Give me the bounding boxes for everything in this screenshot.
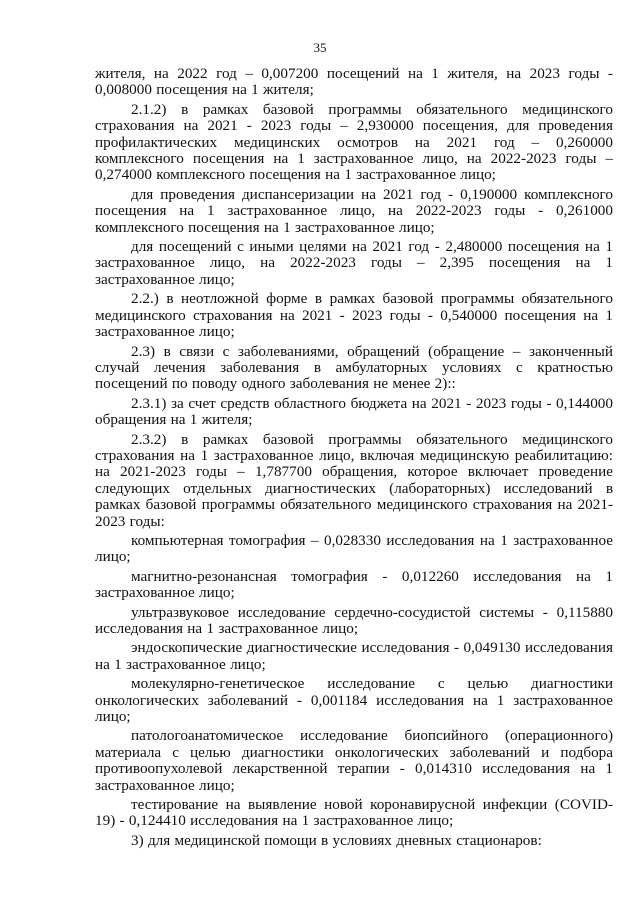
paragraph: патологоанатомическое исследование биопсийного (операционного) материала с целью диагностики онкологических заболеваний и подбора противоопухолевой лекарственной терапии - 0,014310 исследования на 1 застрахованное лицо; [95,727,613,794]
paragraph: 2.2.) в неотложной форме в рамках базовой программы обязательного медицинского страхования на 2021 - 2023 годы - 0,540000 посещения на 1 застрахованное лицо; [95,290,613,341]
paragraph: 3) для медицинской помощи в условиях дневных стационаров: [131,831,542,849]
paragraph: магнитно-резонансная томография - 0,012260 исследования на 1 застрахованное лицо; [95,567,613,602]
document-body [95,66,613,852]
paragraph: тестирование на выявление новой коронавирусной инфекции (COVID-19) - 0,124410 исследования на 1 застрахованное лицо; [95,796,613,830]
paragraph: 2.1.2) в рамках базовой программы обязательного медицинского страхования на 2021 - 2023 годы – 2,930000 посещения, для проведения профилактических медицинских осмотров на 2021 год – 0,260000 комплексного посещения на 1 застрахованное лицо, на 2022-2023 годы – 0,274000 комплексного посещения на 1 застрахованное лицо; [95,100,613,184]
page-number: 35 [313,40,327,55]
paragraph: компьютерная томография – 0,028330 исследования на 1 застрахованное лицо; [95,531,613,566]
paragraph: 2.3) в связи с заболеваниями, обращений (обращение – законченный случай лечения заболевания в амбулаторных условиях с кратностью посещений по поводу одного заболевания не менее 2):: [95,342,613,393]
paragraph: для посещений с иными целями на 2021 год - 2,480000 посещения на 1 застрахованное лицо, на 2022-2023 годы – 2,395 посещения на 1 застрахованное лицо; [95,238,613,288]
paragraph: жителя, на 2022 год – 0,007200 посещений на 1 жителя, на 2023 годы - 0,008000 посещения на 1 жителя; [95,65,613,99]
paragraph: 2.3.2) в рамках базовой программы обязательного медицинского страхования на 1 застрахованное лицо, включая медицинскую реабилитацию: на 2021-2023 годы – 1,787700 обращения, которое включает проведение следующих отдельных диагностических (лабораторных) исследований в рамках базовой программы обязательного медицинского страхования на 2021-2023 годы: [95,430,613,530]
paragraph: эндоскопические диагностические исследования - 0,049130 исследования на 1 застрахованное лицо; [95,639,613,673]
paragraph: молекулярно-генетическое исследование с целью диагностики онкологических заболеваний - 0,001184 исследования на 1 застрахованное лицо; [95,675,613,726]
paragraph: ультразвуковое исследование сердечно-сосудистой системы - 0,115880 исследования на 1 застрахованное лицо; [95,603,613,637]
paragraph: 2.3.1) за счет средств областного бюджета на 2021 - 2023 годы - 0,144000 обращения на 1 жителя; [95,394,613,429]
paragraph: для проведения диспансеризации на 2021 год - 0,190000 комплексного посещения на 1 застрахованное лицо, на 2022-2023 годы - 0,261000 комплексного посещения на 1 застрахованное лицо; [95,185,613,236]
